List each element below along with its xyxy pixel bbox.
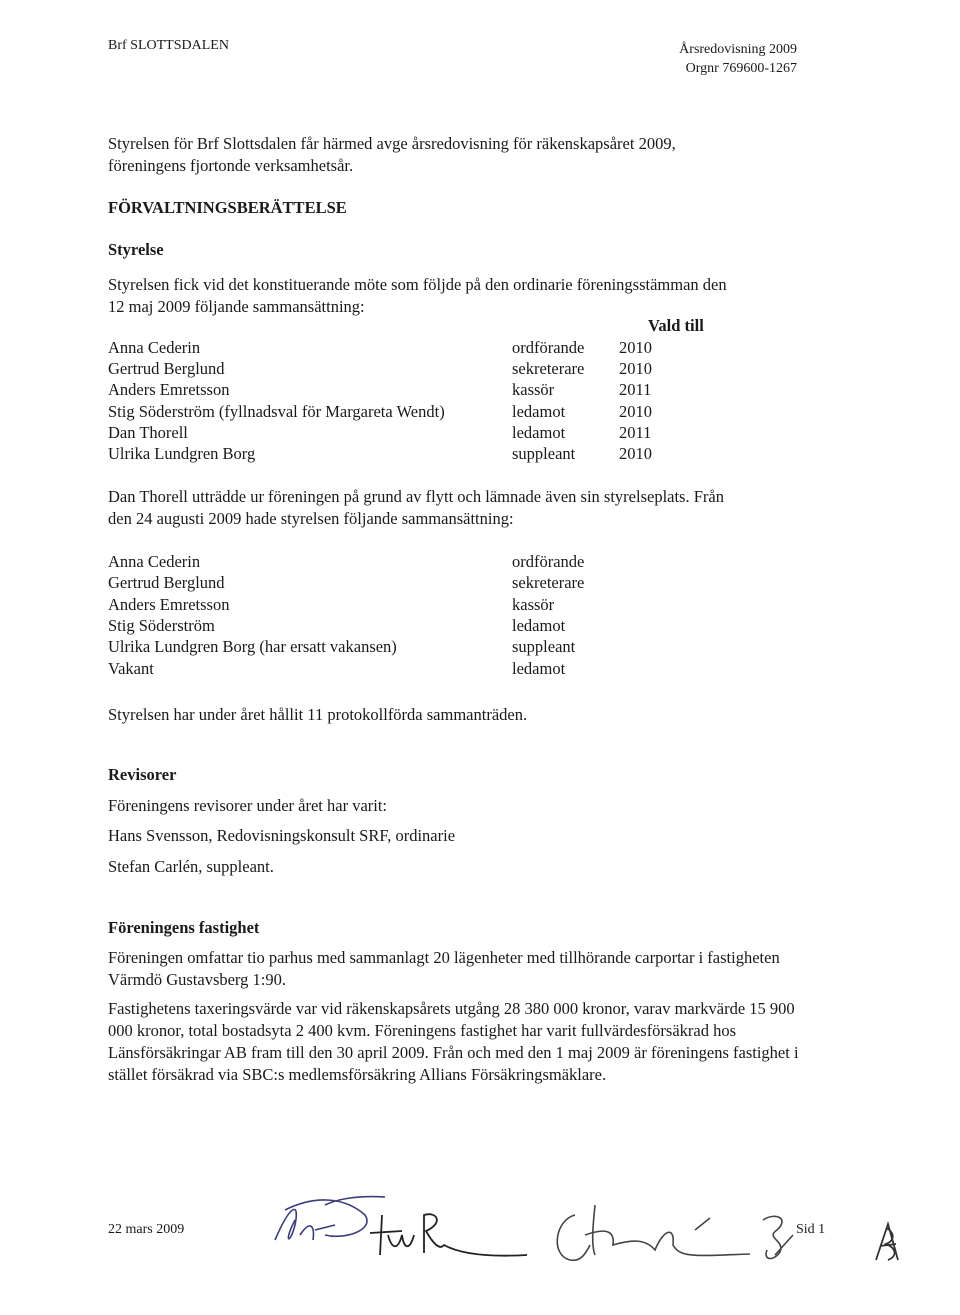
signature-5 xyxy=(868,1218,908,1268)
board2-role: suppleant xyxy=(512,637,576,656)
board-name: Gertrud Berglund xyxy=(108,359,225,378)
meetings-text: Styrelsen har under året hållit 11 protokollförda sammanträden. xyxy=(108,705,528,724)
board2-name: Stig Söderström xyxy=(108,616,215,635)
section-title: FÖRVALTNINGSBERÄTTELSE xyxy=(108,198,347,217)
board-row xyxy=(108,359,748,380)
board-role: kassör xyxy=(512,380,555,399)
board2-role: kassör xyxy=(512,595,555,614)
fastighet-heading: Föreningens fastighet xyxy=(108,918,260,937)
board2-row xyxy=(108,616,748,637)
board-row xyxy=(108,402,748,423)
footer-page: Sid 1 xyxy=(796,1222,826,1237)
revisor-ordinarie: Hans Svensson, Redovisningskonsult SRF, ordinarie xyxy=(108,826,456,845)
board-year: 2010 xyxy=(619,444,652,463)
vald-till-header: Vald till xyxy=(648,316,704,335)
board-year: 2010 xyxy=(619,359,652,378)
footer-date: 22 mars 2009 xyxy=(108,1222,185,1237)
header-org: Brf SLOTTSDALEN xyxy=(108,38,229,53)
signature-4 xyxy=(755,1210,800,1270)
board-year: 2010 xyxy=(619,402,652,421)
board2-row xyxy=(108,637,748,658)
board2-row xyxy=(108,573,748,594)
intro-line-2: föreningens fjortonde verksamhetsår. xyxy=(108,156,354,175)
header-doc-title: Årsredovisning 2009 xyxy=(679,42,797,57)
board-role: suppleant xyxy=(512,444,576,463)
board2-name: Vakant xyxy=(108,659,154,678)
revisorer-intro: Föreningens revisorer under året har varit: xyxy=(108,796,388,815)
fastighet-paragraph-2: Fastighetens taxeringsvärde var vid räkenskapsårets utgång 28 380 000 kronor, varav markvärde 15 900 000 kronor, total bostadsyta 2 400 kvm. Föreningens fastighet har varit fullvärdesförsäkrad hos Länsförsäkringar AB fram till den 30 april 2009. Från och med den 1 maj 2009 är föreningens fastighet i stället försäkrad via SBC:s medlemsförsäkring Allians Försäkringsmäklare. xyxy=(108,999,799,1084)
board-name: Anders Emretsson xyxy=(108,380,230,399)
board-name: Dan Thorell xyxy=(108,423,188,442)
styrelse-heading: Styrelse xyxy=(108,240,164,259)
board-role: sekreterare xyxy=(512,359,585,378)
change-line-2: den 24 augusti 2009 hade styrelsen följande sammansättning: xyxy=(108,509,514,528)
board-role: ledamot xyxy=(512,423,566,442)
board-name: Anna Cederin xyxy=(108,338,201,357)
board2-row xyxy=(108,659,748,680)
board2-row xyxy=(108,595,748,616)
board2-role: ledamot xyxy=(512,616,566,635)
fastighet-paragraph-1: Föreningen omfattar tio parhus med sammanlagt 20 lägenheter med tillhörande carportar i fastigheten Värmdö Gustavsberg 1:90. xyxy=(108,948,780,989)
signature-3 xyxy=(545,1200,760,1275)
board2-name: Anders Emretsson xyxy=(108,595,230,614)
board-role: ordförande xyxy=(512,338,585,357)
board2-role: ledamot xyxy=(512,659,566,678)
styrelse-line-2: 12 maj 2009 följande sammansättning: xyxy=(108,297,365,316)
board-row xyxy=(108,444,748,465)
board-row xyxy=(108,338,748,359)
revisor-suppleant: Stefan Carlén, suppleant. xyxy=(108,857,274,876)
board2-name: Ulrika Lundgren Borg (har ersatt vakansen) xyxy=(108,637,397,656)
board-year: 2011 xyxy=(619,380,652,399)
board-name: Stig Söderström (fyllnadsval för Margareta Wendt) xyxy=(108,402,445,421)
revisorer-heading: Revisorer xyxy=(108,765,177,784)
board-year: 2011 xyxy=(619,423,652,442)
change-line-1: Dan Thorell utträdde ur föreningen på grund av flytt och lämnade även sin styrelseplats. Från xyxy=(108,487,724,506)
board-role: ledamot xyxy=(512,402,566,421)
board-year: 2010 xyxy=(619,338,652,357)
board2-name: Gertrud Berglund xyxy=(108,573,225,592)
board-row xyxy=(108,380,748,401)
header-orgnr: Orgnr 769600-1267 xyxy=(685,61,797,76)
styrelse-line-1: Styrelsen fick vid det konstituerande möte som följde på den ordinarie föreningsstämman den xyxy=(108,275,727,294)
board2-name: Anna Cederin xyxy=(108,552,201,571)
intro-line-1: Styrelsen för Brf Slottsdalen får härmed avge årsredovisning för räkenskapsåret 2009, xyxy=(108,134,676,153)
board2-role: sekreterare xyxy=(512,573,585,592)
board2-role: ordförande xyxy=(512,552,585,571)
board-row xyxy=(108,423,748,444)
signature-2 xyxy=(362,1205,532,1275)
board2-row xyxy=(108,552,748,573)
board-name: Ulrika Lundgren Borg xyxy=(108,444,256,463)
